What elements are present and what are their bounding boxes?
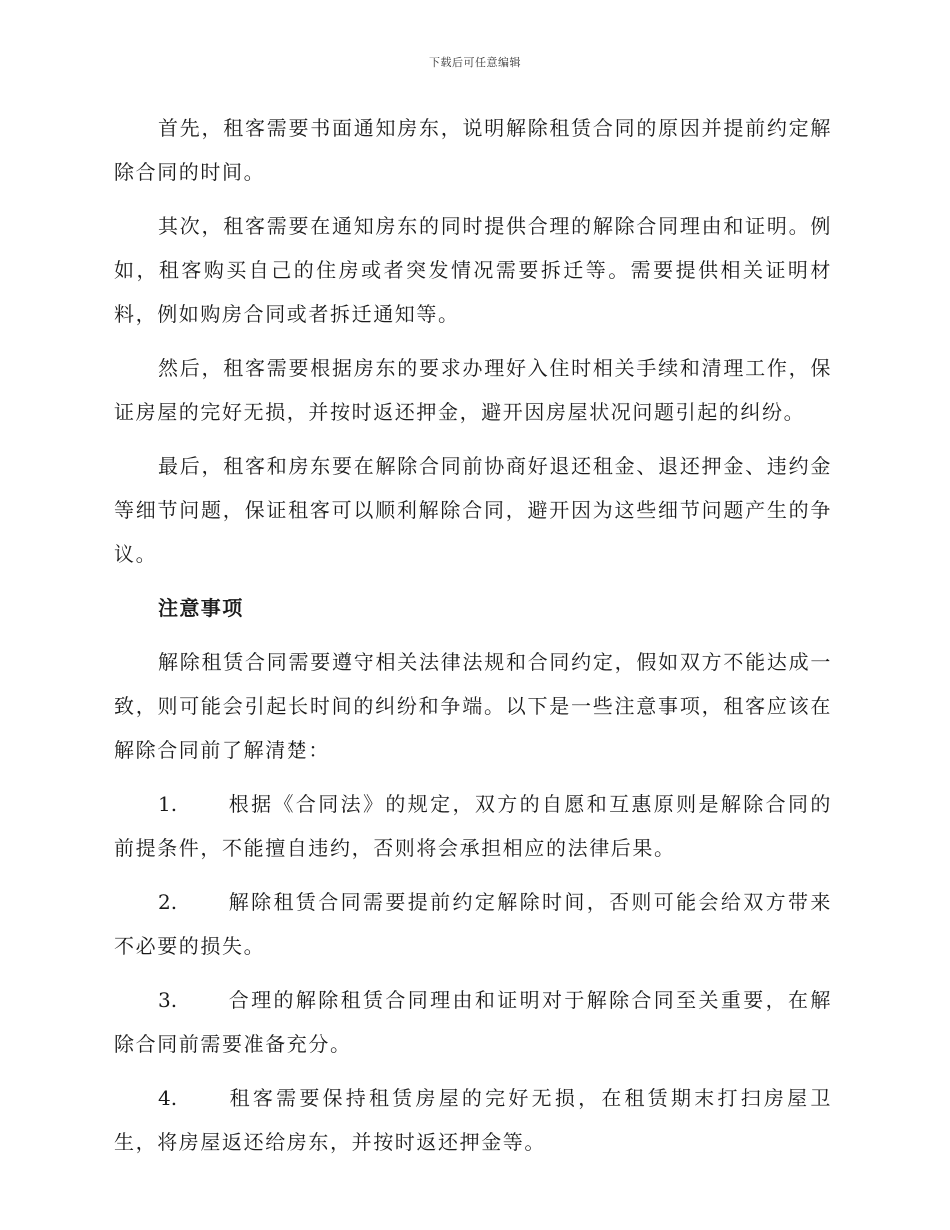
list-item-number: 1. [158, 792, 178, 816]
list-item-text: 解除租赁合同需要提前约定解除时间，否则可能会给双方带来不必要的损失。 [114, 890, 832, 958]
list-item-text: 租客需要保持租赁房屋的完好无损，在租赁期末打扫房屋卫生，将房屋返还给房东，并按时返还押金等。 [114, 1086, 832, 1154]
list-item [114, 1076, 832, 1164]
list-item-text: 根据《合同法》的规定，双方的自愿和互惠原则是解除合同的前提条件，不能擅自违约，否则将会承担相应的法律后果。 [114, 792, 832, 860]
document-body [114, 106, 832, 1174]
list-item-number: 2. [158, 890, 178, 914]
paragraph-third: 然后，租客需要根据房东的要求办理好入住时相关手续和清理工作，保证房屋的完好无损，并按时返还押金，避开因房屋状况问题引起的纠纷。 [114, 356, 832, 424]
list-item [114, 782, 832, 870]
paragraph-second: 其次，租客需要在通知房东的同时提供合理的解除合同理由和证明。例如，租客购买自己的住房或者突发情况需要拆迁等。需要提供相关证明材料，例如购房合同或者拆迁通知等。 [114, 214, 832, 326]
list-item-number: 4. [158, 1086, 178, 1110]
list-item-text: 合理的解除租赁合同理由和证明对于解除合同至关重要，在解除合同前需要准备充分。 [114, 988, 832, 1056]
section-title: 注意事项 [158, 596, 244, 620]
page-header: 下载后可任意编辑 [429, 56, 521, 69]
section-intro: 解除租赁合同需要遵守相关法律法规和合同约定，假如双方不能达成一致，则可能会引起长时间的纠纷和争端。以下是一些注意事项，租客应该在解除合同前了解清楚： [114, 650, 832, 762]
list-item [114, 978, 832, 1066]
paragraph-first: 首先，租客需要书面通知房东，说明解除租赁合同的原因并提前约定解除合同的时间。 [114, 116, 832, 184]
paragraph-fourth: 最后，租客和房东要在解除合同前协商好退还租金、退还押金、违约金等细节问题，保证租客可以顺利解除合同，避开因为这些细节问题产生的争议。 [114, 454, 832, 566]
list-item [114, 880, 832, 968]
list-item-number: 3. [158, 988, 178, 1012]
